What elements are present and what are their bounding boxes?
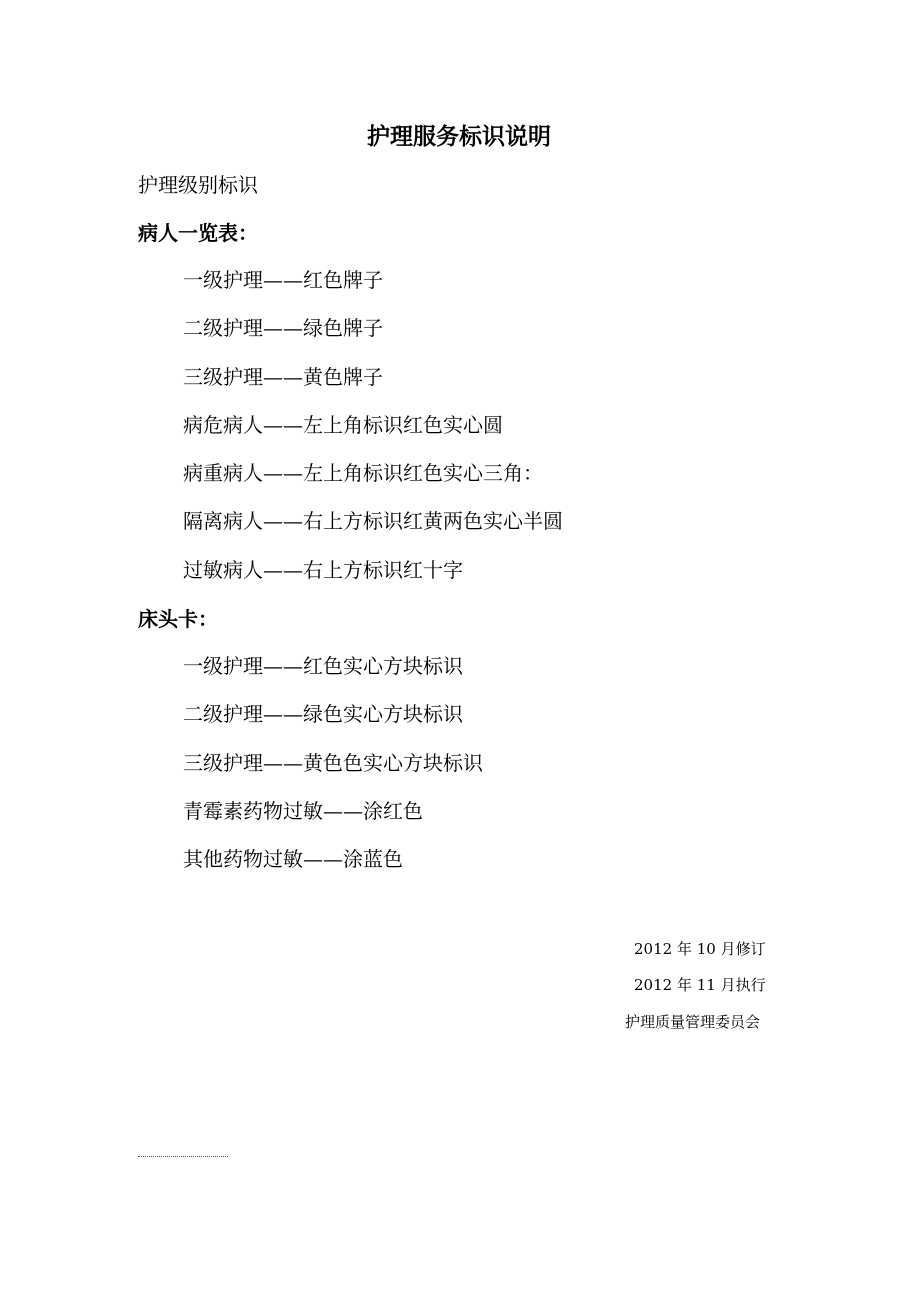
list-item: 病危病人——左上角标识红色实心圆 — [183, 413, 503, 437]
list-item: 病重病人——左上角标识红色实心三角： — [183, 461, 543, 485]
list-item: 二级护理——绿色牌子 — [183, 316, 383, 340]
document-subtitle: 护理级别标识 — [138, 173, 258, 197]
footnote-separator — [138, 1156, 228, 1157]
footer-issuer: 护理质量管理委员会 — [625, 1013, 761, 1031]
section-heading-patient-list: 病人一览表： — [138, 221, 258, 245]
section-heading-bedside-card: 床头卡： — [138, 607, 218, 631]
list-item: 三级护理——黄色色实心方块标识 — [183, 751, 483, 775]
list-item: 过敏病人——右上方标识红十字 — [183, 558, 463, 582]
list-item: 隔离病人——右上方标识红黄两色实心半圆 — [183, 509, 563, 533]
list-item: 一级护理——红色牌子 — [183, 268, 383, 292]
list-item: 二级护理——绿色实心方块标识 — [183, 702, 463, 726]
document-title: 护理服务标识说明 — [367, 124, 551, 150]
footer-effective-date: 2012 年 11 月执行 — [634, 976, 766, 994]
list-item: 三级护理——黄色牌子 — [183, 365, 383, 389]
footer-revised-date: 2012 年 10 月修订 — [634, 940, 766, 958]
list-item: 一级护理——红色实心方块标识 — [183, 654, 463, 678]
list-item: 其他药物过敏——涂蓝色 — [183, 847, 403, 871]
list-item: 青霉素药物过敏——涂红色 — [183, 799, 423, 823]
